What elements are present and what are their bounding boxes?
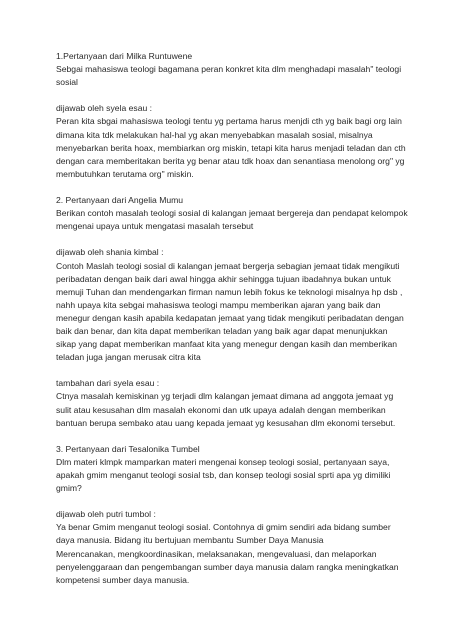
answer-2-line: nahh upaya kita sebgai mahasiswa teologi mampu memberikan ajaran yang baik dan bbox=[56, 299, 381, 310]
answer-1-line: dengan cara memberitakan berita yg benar atau tdk hoax dan senantiasa menolong org" yg bbox=[56, 155, 405, 166]
question-2-title: 2. Pertanyaan dari Angelia Mumu bbox=[56, 195, 184, 206]
answer-2-line: memuji Tuhan dan mendengarkan firman namun lebih fokus ke teknologi misalnya hp dsb , bbox=[56, 286, 403, 297]
paragraph-gap bbox=[56, 430, 431, 443]
question-1 bbox=[56, 50, 431, 89]
question-3 bbox=[56, 443, 431, 495]
answer-2-line: Contoh Maslah teologi sosial di kalangan jemaat bergerja sebagian jemaat tidak mengikuti bbox=[56, 260, 400, 271]
answer-1-line: membutuhkan terutama org" miskin. bbox=[56, 168, 194, 179]
answer-2-addition-line: bantuan berupa sembako atau uang kepada jemaat yg kesusahan dlm ekonomi tersebut. bbox=[56, 417, 396, 428]
paragraph-gap bbox=[56, 89, 431, 102]
question-3-line: gmim? bbox=[56, 483, 82, 494]
paragraph-gap bbox=[56, 233, 431, 246]
answer-3 bbox=[56, 508, 431, 587]
question-1-line: Sebgai mahasiswa teologi bagamana peran konkret kita dlm menghadapi masalah" teologi bbox=[56, 64, 402, 75]
question-2-line: mengenai upaya untuk mengatasi masalah tersebut bbox=[56, 221, 254, 232]
answer-1-line: dimana kita tdk melakukan hal-hal yg akan menyebabkan masalah sosial, misalnya bbox=[56, 129, 373, 140]
answer-2-addition bbox=[56, 377, 431, 429]
question-1-line: sosial bbox=[56, 77, 78, 88]
answer-3-line: penyelenggaraan dan pengembangan sumber daya manusia dalam rangka meningkatkan bbox=[56, 561, 399, 572]
answer-2-line: baik dan benar, dan kita dapat memberikan teladan yang baik agar dapat menunjukkan bbox=[56, 325, 388, 336]
answer-2 bbox=[56, 246, 431, 364]
answer-3-line: kompetensi sumber daya manusia. bbox=[56, 574, 190, 585]
answer-2-line: menegur dengan kasih apabila kedapatan jemaat yang tidak mengikuti peribadatan dengan bbox=[56, 312, 404, 323]
answer-2-line: sikap yang dapat memberikan manfaat kita yang menegur dengan kasih dan memberikan bbox=[56, 339, 398, 350]
answer-3-title: dijawab oleh putri tumbol : bbox=[56, 509, 156, 520]
answer-2-line: teladan juga jangan merusak citra kita bbox=[56, 352, 201, 363]
answer-2-addition-line: Ctnya masalah kemiskinan yg terjadi dlm kalangan jemaat dimana ad anggota jemaat yg bbox=[56, 391, 394, 402]
paragraph-gap bbox=[56, 364, 431, 377]
answer-2-addition-title: tambahan dari syela esau : bbox=[56, 378, 160, 389]
answer-3-line: daya manusia. Bidang itu bertujuan membantu Sumber Daya Manusia bbox=[56, 535, 324, 546]
question-2-line: Berikan contoh masalah teologi sosial di kalangan jemaat bergereja dan pendapat kelompok bbox=[56, 208, 408, 219]
answer-3-line: Ya benar Gmim menganut teologi sosial. Contohnya di gmim sendiri ada bidang sumber bbox=[56, 522, 391, 533]
document-body bbox=[56, 50, 431, 587]
answer-1-line: menyebarkan berita hoax, membiarkan org miskin, tetapi kita harus menjadi teladan dan cth bbox=[56, 142, 406, 153]
question-3-title: 3. Pertanyaan dari Tesalonika Tumbel bbox=[56, 443, 200, 454]
answer-2-line: peribadatan dengan baik dari awal hingga akhir sehingga tujuan ibadahnya bukan untuk bbox=[56, 273, 391, 284]
answer-1 bbox=[56, 102, 431, 181]
paragraph-gap bbox=[56, 181, 431, 194]
answer-2-addition-line: sulit atau kesusahan dlm masalah ekonomi dan utk upaya adalah dengan memberikan bbox=[56, 404, 386, 415]
question-3-line: apakah gmim menganut teologi sosial tsb, dan konsep teologi sosial sprti apa yg dimiliki bbox=[56, 470, 391, 480]
answer-2-title: dijawab oleh shania kimbal : bbox=[56, 247, 164, 258]
answer-1-title: dijawab oleh syela esau : bbox=[56, 103, 153, 114]
question-3-line: Dlm materi klmpk mamparkan materi mengenai konsep teologi sosial, pertanyaan saya, bbox=[56, 456, 390, 467]
answer-1-line: Peran kita sbgai mahasiswa teologi tentu yg pertama harus menjdi cth yg baik bagi org lain bbox=[56, 116, 402, 127]
question-2 bbox=[56, 194, 431, 233]
answer-3-line: Merencanakan, mengkoordinasikan, melaksanakan, mengevaluasi, dan melaporkan bbox=[56, 548, 377, 559]
question-1-title: 1.Pertanyaan dari Milka Runtuwene bbox=[56, 51, 193, 61]
paragraph-gap bbox=[56, 495, 431, 508]
